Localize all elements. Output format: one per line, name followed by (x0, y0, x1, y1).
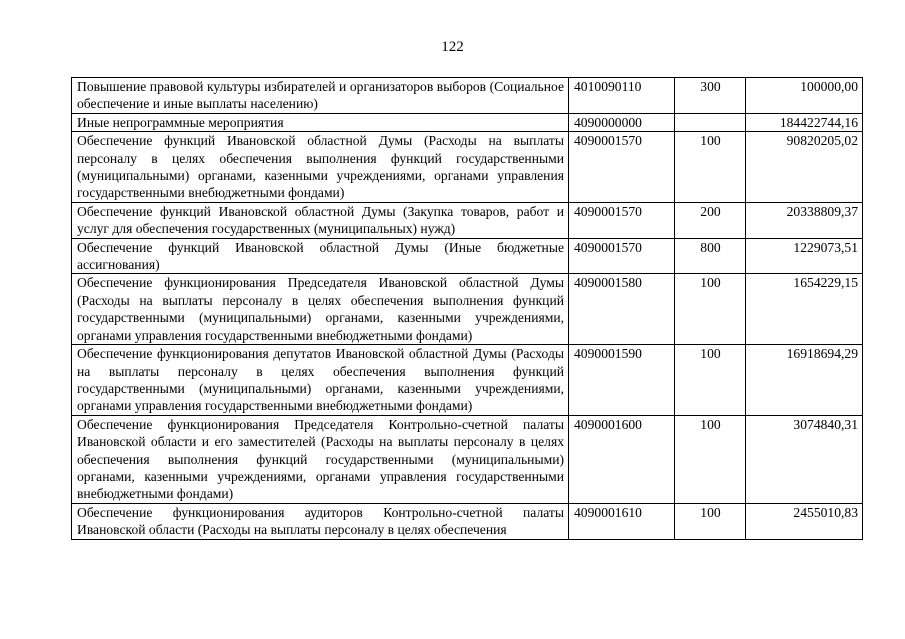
expense-name: Обеспечение функций Ивановской областной Думы (Расходы на выплаты персоналу в целях обеспечения выполнения функций государственными (муниципальными) органами, казенными учреждениями, органами управления государственными внебюджетными фондами) (72, 132, 569, 203)
amount: 16918694,29 (746, 345, 863, 416)
expense-name: Обеспечение функционирования Председателя Ивановской областной Думы (Расходы на выплаты персоналу в целях обеспечения выполнения функций государственными (муниципальными) органами, казенными учреждениями, органами управления государственными внебюджетными фондами) (72, 274, 569, 345)
expense-type-code: 100 (675, 274, 746, 345)
expense-type-code: 100 (675, 345, 746, 416)
amount: 3074840,31 (746, 415, 863, 503)
target-article-code: 4090001570 (569, 202, 675, 238)
expense-name: Обеспечение функций Ивановской областной Думы (Иные бюджетные ассигнования) (72, 238, 569, 274)
target-article-code: 4090000000 (569, 113, 675, 131)
amount: 100000,00 (746, 78, 863, 114)
page-number: 122 (441, 39, 464, 55)
target-article-code: 4090001570 (569, 132, 675, 203)
amount: 20338809,37 (746, 202, 863, 238)
table-row (72, 503, 863, 539)
amount: 184422744,16 (746, 113, 863, 131)
table-row (72, 238, 863, 274)
expense-type-code: 100 (675, 132, 746, 203)
table-row (72, 274, 863, 345)
expense-type-code: 800 (675, 238, 746, 274)
target-article-code: 4090001590 (569, 345, 675, 416)
expense-name: Обеспечение функционирования аудиторов Контрольно-счетной палаты Ивановской области (Расходы на выплаты персоналу в целях обеспечения (72, 503, 569, 539)
expense-type-code: 300 (675, 78, 746, 114)
expense-name: Обеспечение функций Ивановской областной Думы (Закупка товаров, работ и услуг для обеспечения государственных (муниципальных) нужд) (72, 202, 569, 238)
expense-type-code: 100 (675, 415, 746, 503)
target-article-code: 4090001570 (569, 238, 675, 274)
expense-name: Обеспечение функционирования Председателя Контрольно-счетной палаты Ивановской области и его заместителей (Расходы на выплаты персоналу в целях обеспечения выполнения функций государственными (муниципальными) органами, казенными учреждениями, органами управления государственными внебюджетными фондами) (72, 415, 569, 503)
target-article-code: 4010090110 (569, 78, 675, 114)
expense-name: Повышение правовой культуры избирателей и организаторов выборов (Социальное обеспечение и иные выплаты населению) (72, 78, 569, 114)
expense-type-code: 100 (675, 503, 746, 539)
expense-name: Иные непрограммные мероприятия (72, 113, 569, 131)
table-row (72, 132, 863, 203)
target-article-code: 4090001610 (569, 503, 675, 539)
table-row (72, 113, 863, 131)
table-row (72, 415, 863, 503)
amount: 2455010,83 (746, 503, 863, 539)
budget-table (71, 77, 863, 540)
amount: 1654229,15 (746, 274, 863, 345)
target-article-code: 4090001600 (569, 415, 675, 503)
table-row (72, 345, 863, 416)
expense-type-code: 200 (675, 202, 746, 238)
amount: 90820205,02 (746, 132, 863, 203)
table-row (72, 78, 863, 114)
amount: 1229073,51 (746, 238, 863, 274)
expense-name: Обеспечение функционирования депутатов Ивановской областной Думы (Расходы на выплаты персоналу в целях обеспечения выполнения функций государственными (муниципальными) органами, казенными учреждениями, органами управления государственными внебюджетными фондами) (72, 345, 569, 416)
table-row (72, 202, 863, 238)
target-article-code: 4090001580 (569, 274, 675, 345)
expense-type-code (675, 113, 746, 131)
